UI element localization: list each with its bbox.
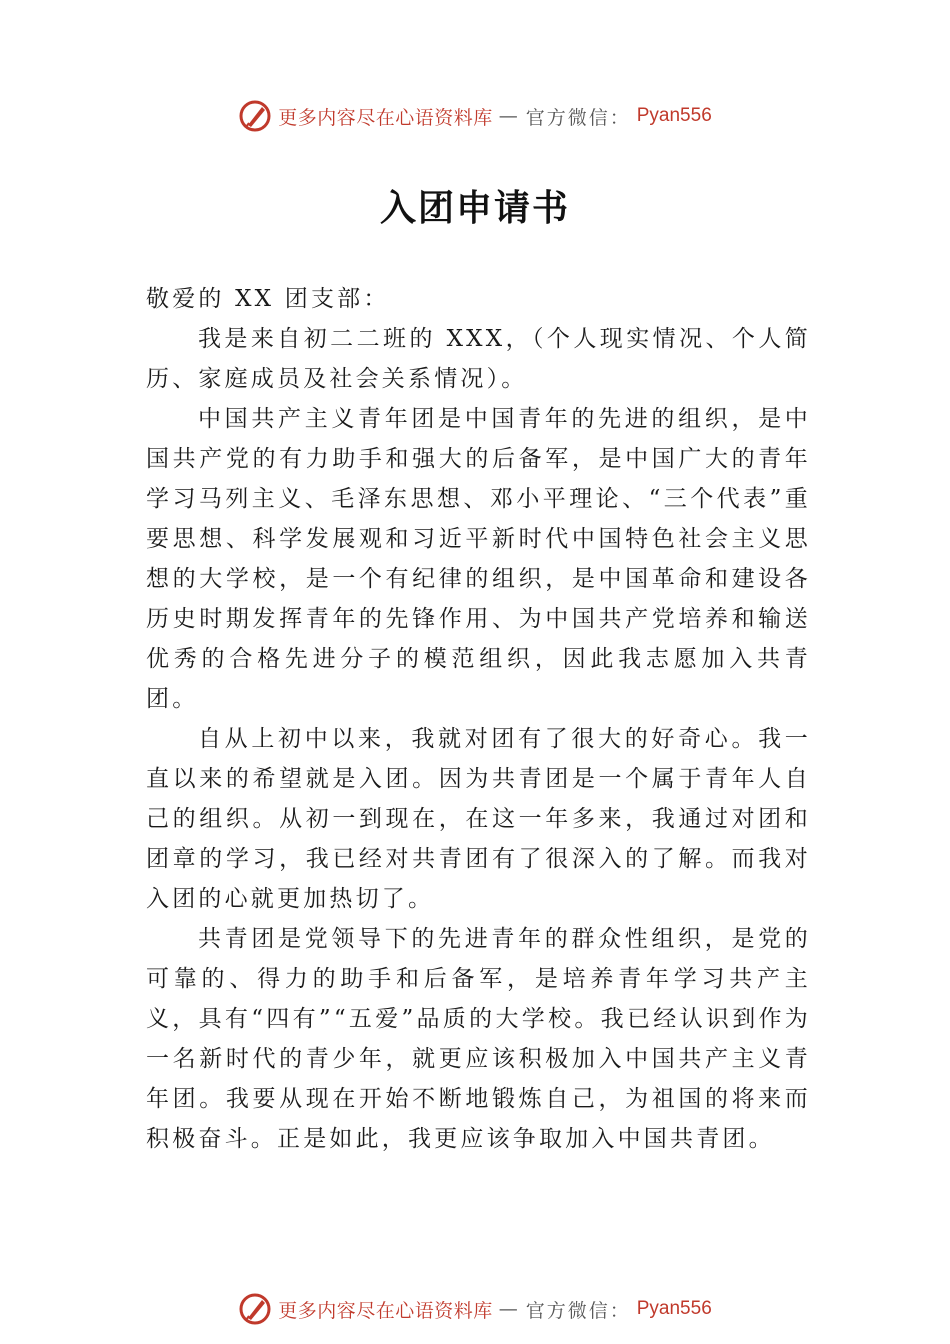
document-body xyxy=(146,279,811,1159)
quill-logo-icon xyxy=(238,1292,272,1326)
paragraph-1: 我是来自初二二班的 XXX，（个人现实情况、个人简历、家庭成员及社会关系情况）。 xyxy=(146,326,811,392)
paragraph-2: 中国共产主义青年团是中国青年的先进的组织，是中国共产党的有力助手和强大的后备军，是中国广大的青年学习马列主义、毛泽东思想、邓小平理论、“三个代表”重要思想、科学发展观和习近平新时代中国特色社会主义思想的大学校，是一个有纪律的组织，是中国革命和建设各历史时期发挥青年的先锋作用、为中国共产党培养和输送优秀的合格先进分子的模范组织，因此我志愿加入共青团。 xyxy=(146,406,811,712)
banner-wechat-label: 官方微信： xyxy=(525,106,631,129)
banner-wechat-id: Pyan556 xyxy=(636,105,712,126)
banner-site-text: 更多内容尽在心语资料库 xyxy=(278,1299,493,1322)
document-title: 入团申请书 xyxy=(379,187,570,229)
banner-site-text: 更多内容尽在心语资料库 xyxy=(278,106,493,129)
banner-wechat-label: 官方微信： xyxy=(525,1299,631,1322)
banner-wechat-id: Pyan556 xyxy=(636,1298,712,1319)
header-banner xyxy=(0,96,950,136)
paragraph-3: 自从上初中以来，我就对团有了很大的好奇心。我一直以来的希望就是入团。因为共青团是一个属于青年人自己的组织。从初一到现在，在这一年多来，我通过对团和团章的学习，我已经对共青团有了很深入的了解。而我对入团的心就更加热切了。 xyxy=(146,726,811,912)
quill-logo-icon xyxy=(238,99,272,133)
paragraph-4: 共青团是党领导下的先进青年的群众性组织，是党的可靠的、得力的助手和后备军，是培养青年学习共产主义，具有“四有”“五爱”品质的大学校。我已经认识到作为一名新时代的青少年，就更应该积极加入中国共产主义青年团。我要从现在开始不断地锻炼自己，为祖国的将来而积极奋斗。正是如此，我更应该争取加入中国共青团。 xyxy=(146,926,811,1152)
banner-dash: — xyxy=(498,105,520,127)
salutation: 敬爱的 XX 团支部： xyxy=(146,286,390,312)
footer-banner xyxy=(0,1289,950,1329)
banner-dash: — xyxy=(498,1298,520,1320)
